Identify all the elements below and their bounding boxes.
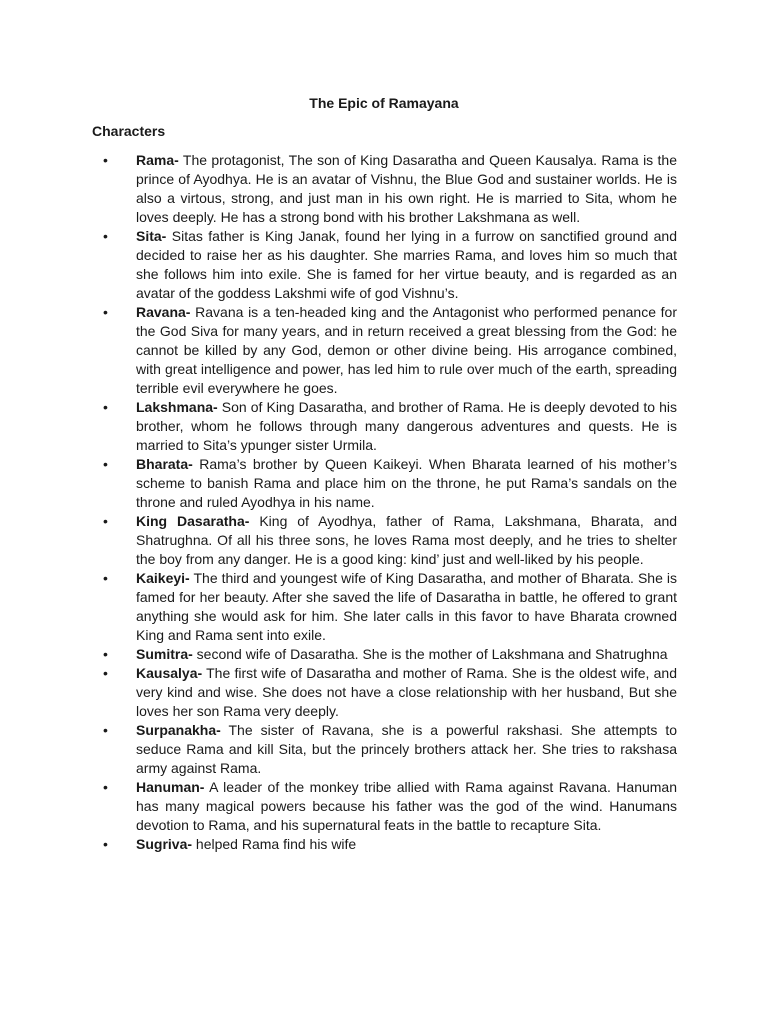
list-item [103,835,677,854]
character-name: Lakshmana- [136,399,218,415]
bullet-icon: • [103,513,108,529]
bullet-icon: • [103,779,108,795]
character-description: A leader of the monkey tribe allied with Rama against Ravana. Hanuman has many magical powers because his father was the god of the wind. Hanumans devotion to Rama, and his supernatural feats in the battle to recapture Sita. [136,779,677,833]
character-name: Kausalya- [136,665,203,681]
document-title: The Epic of Ramayana [309,95,459,111]
bullet-icon: • [103,722,108,738]
bullet-icon: • [103,646,108,662]
bullet-icon: • [103,456,108,472]
character-description: Rama’s brother by Queen Kaikeyi. When Bharata learned of his mother’s scheme to banish Rama and place him on the throne, he put Rama’s sandals on the throne and ruled Ayodhya in his name. [136,456,677,510]
character-description: second wife of Dasaratha. She is the mother of Lakshmana and Shatrughna [192,646,668,662]
character-description: King of Ayodhya, father of Rama, Lakshmana, Bharata, and Shatrughna. Of all his three sons, he loves Rama most deeply, and he tries to shelter the boy from any danger. He is a good king: kind’ just and well-liked by his people. [136,513,678,567]
list-item [103,664,677,721]
list-item [103,569,677,645]
list-item [103,645,677,664]
list-item [103,151,677,227]
character-name: Sita- [136,228,167,244]
character-name: Hanuman- [136,779,205,795]
bullet-icon: • [103,665,108,681]
list-item [103,303,677,398]
character-name: Ravana- [136,304,191,320]
character-description: The first wife of Dasaratha and mother of Rama. She is the oldest wife, and very kind and wise. She does not have a close relationship with her husband, But she loves her son Rama very deeply. [136,665,677,719]
character-description: Son of King Dasaratha, and brother of Rama. He is deeply devoted to his brother, whom he follows through many dangerous adventures and quests. He is married to Sita’s ypunger sister Urmila. [136,399,677,453]
section-heading-characters: Characters [92,123,166,139]
character-description: helped Rama find his wife [192,836,357,852]
list-item [103,455,677,512]
character-description: Sitas father is King Janak, found her lying in a furrow on sanctified ground and decided to raise her as his daughter. She marries Rama, and loves him so much that she follows him into exile. She is famed for her virtue beauty, and is regarded as an avatar of the goddess Lakshmi wife of god Vishnu’s. [136,228,677,301]
character-name: Rama- [136,152,179,168]
list-item [103,778,677,835]
character-name: Sugriva- [136,836,193,852]
character-list [0,151,768,854]
list-item [103,512,678,569]
bullet-icon: • [103,304,108,320]
bullet-icon: • [103,570,108,586]
character-name: Sumitra- [136,646,193,662]
character-description: The protagonist, The son of King Dasaratha and Queen Kausalya. Rama is the prince of Ayodhya. He is an avatar of Vishnu, the Blue God and sustainer worlds. He is also a virtous, strong, and just man in his own right. He is married to Sita, whom he loves deeply. He has a strong bond with his brother Lakshmana as well. [136,152,677,225]
bullet-icon: • [103,152,108,168]
list-item [103,227,677,303]
character-name: King Dasaratha- [136,513,250,529]
character-name: Surpanakha- [136,722,221,738]
character-name: Kaikeyi- [136,570,190,586]
list-item [103,721,677,778]
list-item [103,398,677,455]
character-description: Ravana is a ten-headed king and the Antagonist who performed penance for the God Siva for many years, and in return received a great blessing from the God: he cannot be killed by any God, demon or other divine being. His arrogance combined, with great intelligence and power, has led him to rule over much of the earth, spreading terrible evil everywhere he goes. [136,304,677,396]
character-name: Bharata- [136,456,193,472]
bullet-icon: • [103,399,108,415]
bullet-icon: • [103,228,108,244]
character-description: The sister of Ravana, she is a powerful rakshasi. She attempts to seduce Rama and kill Sita, but the princely brothers attack her. She tries to rakshasa army against Rama. [136,722,677,776]
character-description: The third and youngest wife of King Dasaratha, and mother of Bharata. She is famed for her beauty. After she saved the life of Dasaratha in battle, he offered to grant anything she would ask for him. She later calls in this favor to have Bharata crowned King and Rama sent into exile. [136,570,677,643]
bullet-icon: • [103,836,108,852]
